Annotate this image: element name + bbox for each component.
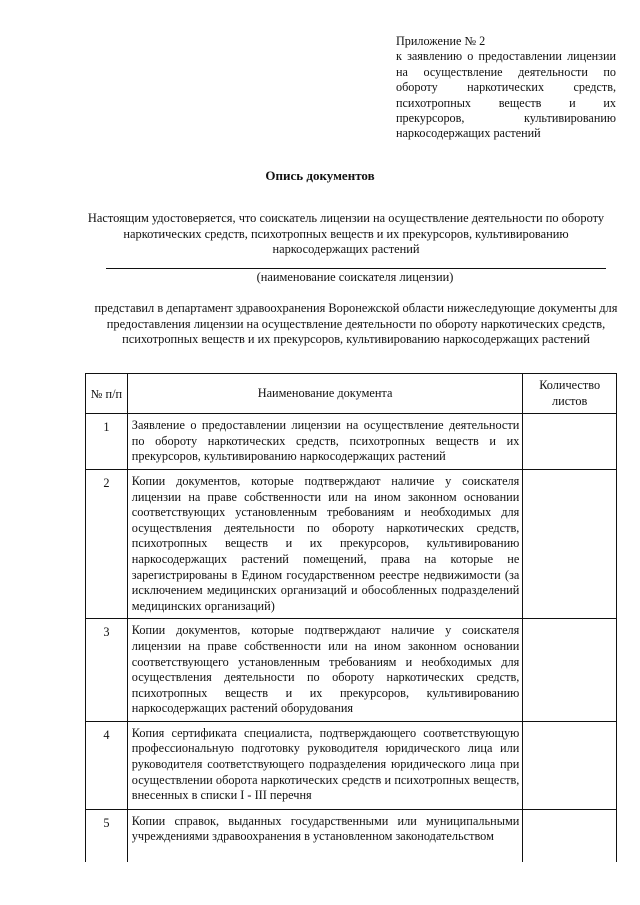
header-name: Наименование документа bbox=[127, 374, 523, 414]
row-document-name: Копии документов, которые подтверждают наличие у соискателя лицензии на праве собственности или на ином законном основании соответствующих установленным требованиям и необходимых для осуществления деятельности по обороту наркотических средств, психотропных веществ и их прекурсоров, культивированию наркосодержащих растений помещений, права на которые не зарегистрированы в Едином государственном реестре недвижимости (за исключением медицинских организаций и обособленных подразделений медицинских организаций) bbox=[127, 469, 523, 618]
appendix-header bbox=[396, 34, 616, 142]
applicant-caption: (наименование соискателя лицензии) bbox=[256, 270, 454, 284]
appendix-line: наркосодержащих растений bbox=[396, 126, 541, 141]
intro-paragraph: Настоящим удостоверяется, что соискатель лицензии на осуществление деятельности по обороту наркотических средств, психотропных веществ и их прекурсоров, культивированию наркосодержащих растений bbox=[87, 211, 605, 256]
row-sheet-count bbox=[523, 619, 617, 722]
row-sheet-count bbox=[523, 414, 617, 470]
documents-table bbox=[85, 373, 617, 865]
appendix-line: на осуществление деятельности по bbox=[396, 64, 616, 79]
table-row bbox=[86, 469, 617, 618]
document-title: Опись документов bbox=[265, 168, 375, 183]
row-number: 5 bbox=[86, 809, 128, 864]
row-document-name: Копии справок, выданных государственными или муниципальными учреждениями здравоохранения в установленном законодательством bbox=[127, 809, 523, 864]
row-document-name: Копия сертификата специалиста, подтверждающего соответствующую профессиональную подготовку руководителя юридического лица или руководителя соответствующего подразделения юридического лица при осуществлении оборота наркотических средств и психотропных веществ, внесенных в списки I - III перечня bbox=[127, 721, 523, 809]
row-number: 1 bbox=[86, 414, 128, 470]
table-header-row bbox=[86, 374, 617, 414]
presented-paragraph: представил в департамент здравоохранения Воронежской области нижеследующие документы для предоставления лицензии на осуществление деятельности по обороту наркотических средств, психотропных веществ и их прекурсоров, культивированию наркосодержащих растений bbox=[94, 301, 618, 346]
table-row bbox=[86, 619, 617, 722]
appendix-line: обороту наркотических средств, bbox=[396, 80, 616, 95]
row-sheet-count bbox=[523, 721, 617, 809]
row-number: 4 bbox=[86, 721, 128, 809]
appendix-line: к заявлению о предоставлении лицензии bbox=[396, 49, 616, 64]
appendix-line: психотропных веществ и их bbox=[396, 95, 616, 110]
header-num: № п/п bbox=[86, 374, 128, 414]
row-sheet-count bbox=[523, 809, 617, 864]
table-row bbox=[86, 721, 617, 809]
table-row bbox=[86, 414, 617, 470]
page-bottom-edge bbox=[0, 862, 640, 905]
row-sheet-count bbox=[523, 469, 617, 618]
appendix-line: Приложение № 2 bbox=[396, 34, 486, 48]
header-count: Количество листов bbox=[523, 374, 617, 414]
table-row bbox=[86, 809, 617, 864]
applicant-name-line bbox=[106, 268, 606, 269]
appendix-line: прекурсоров, культивированию bbox=[396, 111, 616, 126]
row-document-name: Копии документов, которые подтверждают наличие у соискателя лицензии на праве собственности или на ином законном основании соответствующего установленным требованиям и необходимых для осуществления деятельности по обороту наркотических средств, психотропных веществ и их прекурсоров, культивированию наркосодержащих растений оборудования bbox=[127, 619, 523, 722]
row-number: 3 bbox=[86, 619, 128, 722]
row-document-name: Заявление о предоставлении лицензии на осуществление деятельности по обороту наркотических средств, психотропных веществ и их прекурсоров, культивированию наркосодержащих растений bbox=[127, 414, 523, 470]
row-number: 2 bbox=[86, 469, 128, 618]
